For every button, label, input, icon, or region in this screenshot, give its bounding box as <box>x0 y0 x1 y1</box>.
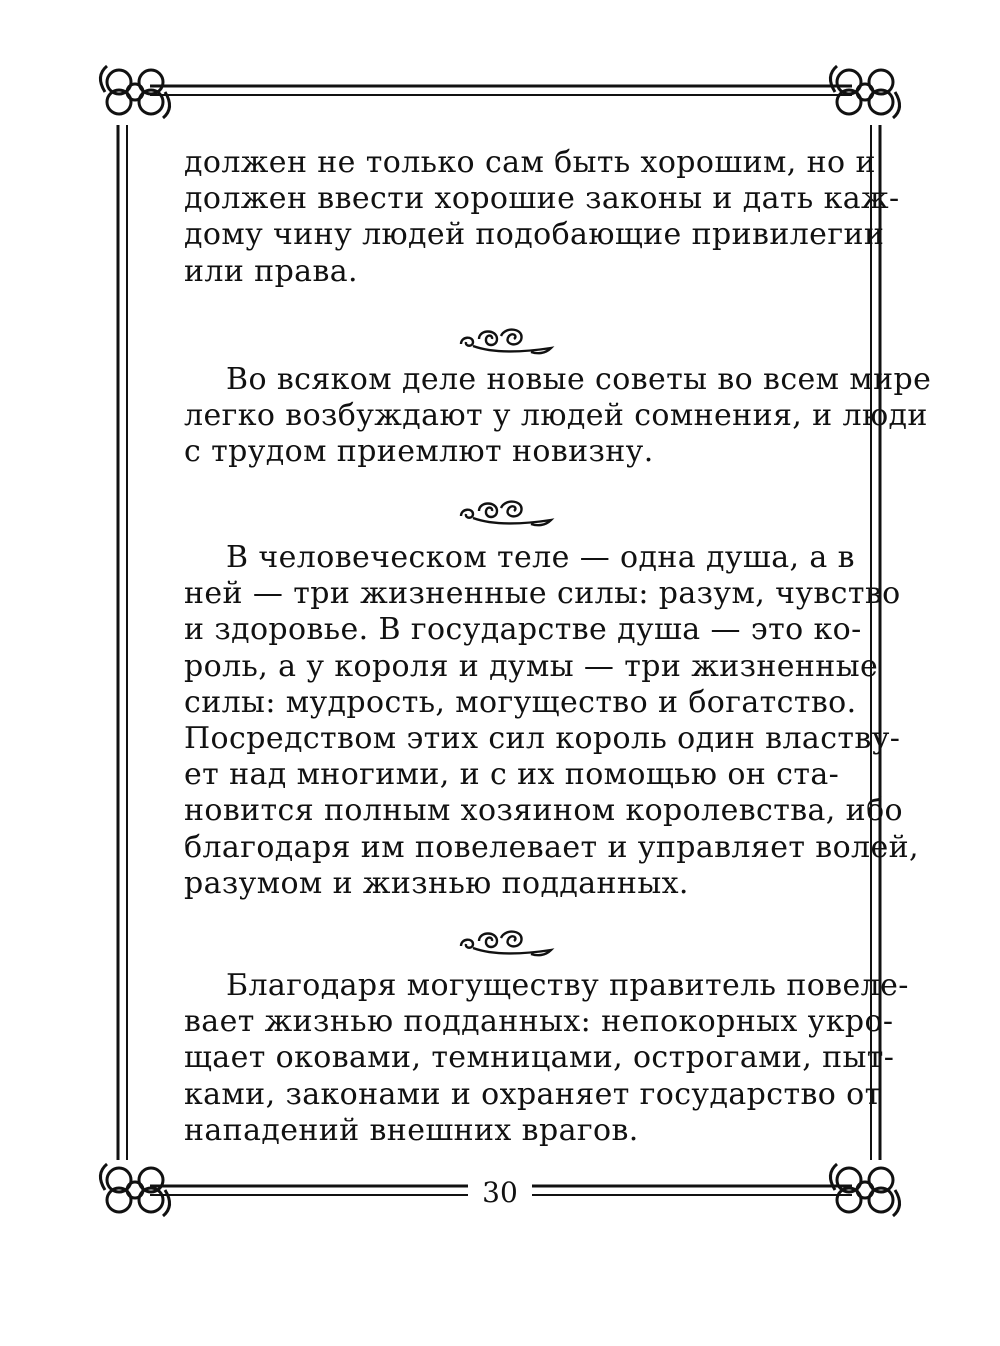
text-line: вает жизнью подданных: непокорных укро- <box>184 1004 894 1040</box>
text-line: должен ввести хорошие законы и дать каж- <box>184 181 900 217</box>
text-line: щает оковами, темницами, острогами, пыт- <box>184 1040 895 1076</box>
swirl-ornament-icon <box>455 924 555 958</box>
text-line: Посредством этих сил король один властву- <box>184 721 901 757</box>
text-line: ет над многими, и с их помощью он ста- <box>184 757 840 793</box>
text-line: ней — три жизненные силы: разум, чувство <box>184 576 901 612</box>
text-line: новится полным хозяином королевства, ибо <box>184 793 903 829</box>
paragraph-1 <box>184 145 900 290</box>
text-line: силы: мудрость, могущество и богатство. <box>184 684 857 720</box>
paragraph-4 <box>184 968 909 1149</box>
page-number: 30 <box>482 1176 518 1209</box>
text-line: роль, а у короля и думы — три жизненные <box>184 648 879 684</box>
text-line: нападений внешних врагов. <box>184 1112 639 1148</box>
text-line: и здоровье. В государстве душа — это ко- <box>184 612 862 648</box>
text-line: должен не только сам быть хорошим, но и <box>184 145 876 180</box>
corner-knot-top-right-icon <box>830 66 899 118</box>
text-line: легко возбуждают у людей сомнения, и люди <box>184 398 928 434</box>
text-line: Благодаря могуществу правитель повеле- <box>226 968 909 1003</box>
corner-knot-top-left-icon <box>100 66 169 118</box>
text-line: Во всяком деле новые советы во всем мире <box>226 362 932 397</box>
corner-knot-bottom-left-icon <box>100 1164 169 1216</box>
paragraph-3 <box>184 540 919 902</box>
text-line: разумом и жизнью подданных. <box>184 865 689 901</box>
text-line: благодаря им повелевает и управляет волей, <box>184 829 919 865</box>
corner-knot-bottom-right-icon <box>830 1164 899 1216</box>
swirl-ornament-icon <box>455 494 555 528</box>
text-line: В человеческом теле — одна душа, а в <box>226 540 855 575</box>
text-line: дому чину людей подобающие привилегии <box>184 217 885 253</box>
paragraph-2 <box>184 362 932 471</box>
text-line: с трудом приемлют новизну. <box>184 434 654 470</box>
swirl-ornament-icon <box>455 322 555 356</box>
text-line: или права. <box>184 253 358 289</box>
text-line: ками, законами и охраняет государство от <box>184 1076 882 1112</box>
